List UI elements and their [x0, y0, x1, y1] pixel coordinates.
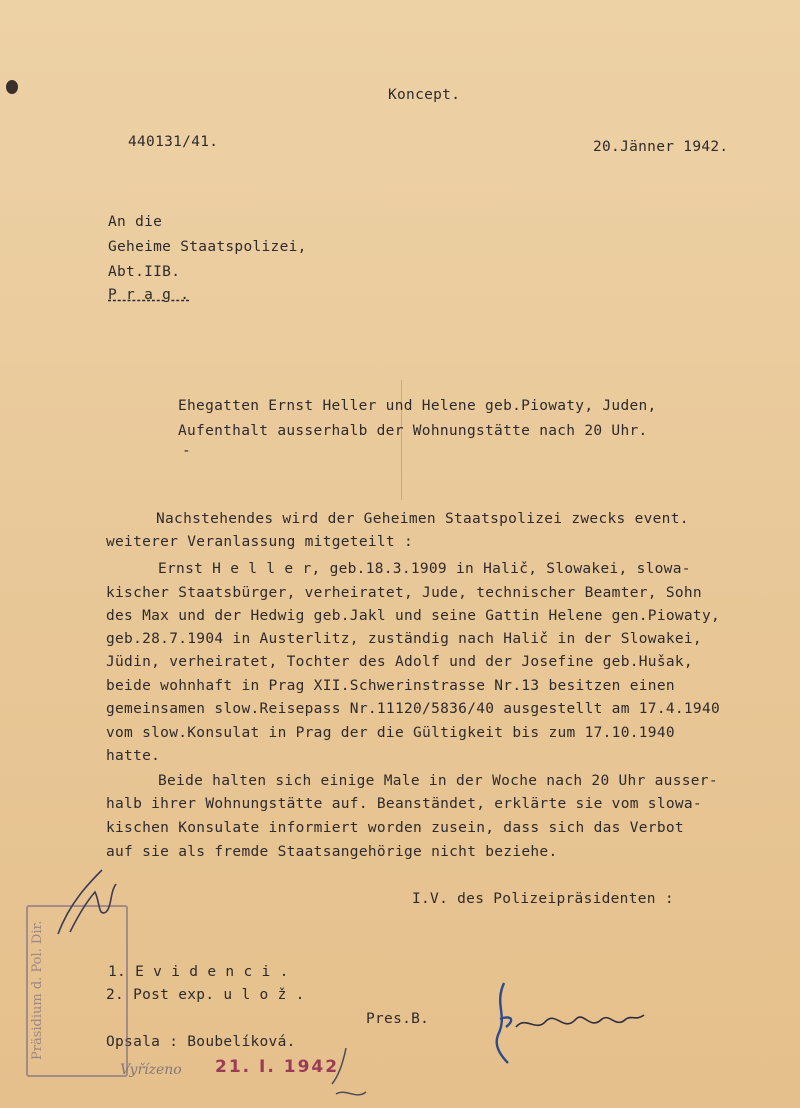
- draft-label: Koncept.: [388, 87, 461, 103]
- body-p1-line-9: hatte.: [106, 748, 161, 764]
- body-p1-line-3: des Max und der Hedwig geb.Jakl und seine Gattin Helene gen.Piowaty,: [106, 608, 721, 624]
- body-p1-line-7: gemeinsamen slow.Reisepass Nr.11120/5836/40 ausgestellt am 17.4.1940: [106, 701, 721, 717]
- body-p2-line-2: halb ihrer Wohnungstätte auf. Beanständet, erklärte sie vom slowa-: [106, 796, 702, 812]
- presidium-mark: Pres.B.: [366, 1011, 430, 1027]
- footer-item-1: 1. E v i d e n c i .: [108, 964, 289, 980]
- body-p1-line-8: vom slow.Konsulat in Prag der die Gültigkeit bis zum 17.10.1940: [106, 725, 675, 741]
- person-name: Ernst H e l l e r: [158, 561, 312, 577]
- punch-hole: [6, 80, 18, 94]
- body-p2-line-1: Beide halten sich einige Male in der Woche nach 20 Uhr ausser-: [158, 773, 718, 789]
- body-p1-line-2: kischer Staatsbürger, verheiratet, Jude, technischer Beamter, Sohn: [106, 585, 702, 601]
- signature-authority: I.V. des Polizeipräsidenten :: [412, 891, 674, 907]
- handwritten-initials-mark: [40, 862, 130, 952]
- document-date: 20.Jänner 1942.: [593, 139, 729, 155]
- subject-line-2: Aufenthalt ausserhalb der Wohnungstätte nach 20 Uhr.: [178, 423, 648, 439]
- body-p2-line-4: auf sie als fremde Staatsangehörige nicht beziehe.: [106, 844, 558, 860]
- date-stamp: 21. I. 1942: [215, 1057, 340, 1077]
- body-p1-line-4: geb.28.7.1904 in Austerlitz, zuständig nach Halič in der Slowakei,: [106, 631, 702, 647]
- handwritten-signature: [486, 975, 656, 1075]
- body-p2-line-3: kischen Konsulate informiert worden zusein, dass sich das Verbot: [106, 820, 684, 836]
- recipient-line-2: Geheime Staatspolizei,: [108, 239, 307, 255]
- handwritten-check-mark: [326, 1044, 376, 1104]
- footer-item-2: 2. Post exp. u l o ž .: [106, 987, 305, 1003]
- body-intro-line-1: Nachstehendes wird der Geheimen Staatspolizei zwecks event.: [156, 511, 689, 527]
- pencil-note: Vyřízeno: [120, 1062, 182, 1078]
- body-p1-line-6: beide wohnhaft in Prag XII.Schwerinstrasse Nr.13 besitzen einen: [106, 678, 675, 694]
- body-p1-line-5: Jüdin, verheiratet, Tochter des Adolf und der Josefine geb.Hušak,: [106, 654, 693, 670]
- registry-stamp-text: Präsidium d. Pol. Dir.: [30, 920, 45, 1060]
- subject-dash: -: [182, 443, 192, 459]
- typist-line: Opsala : Boubelíková.: [106, 1034, 296, 1050]
- subject-line-1: Ehegatten Ernst Heller und Helene geb.Piowaty, Juden,: [178, 398, 657, 414]
- reference-number: 440131/41.: [128, 134, 219, 150]
- body-p1-line-1: [158, 558, 691, 581]
- recipient-line-3: Abt.IIB.: [108, 264, 181, 280]
- recipient-city: P r a g .: [108, 287, 190, 303]
- body-intro-line-2: weiterer Veranlassung mitgeteilt :: [106, 534, 414, 550]
- recipient-line-1: An die: [108, 214, 163, 230]
- person-details: , geb.18.3.1909 in Halič, Slowakei, slowa-: [311, 561, 691, 577]
